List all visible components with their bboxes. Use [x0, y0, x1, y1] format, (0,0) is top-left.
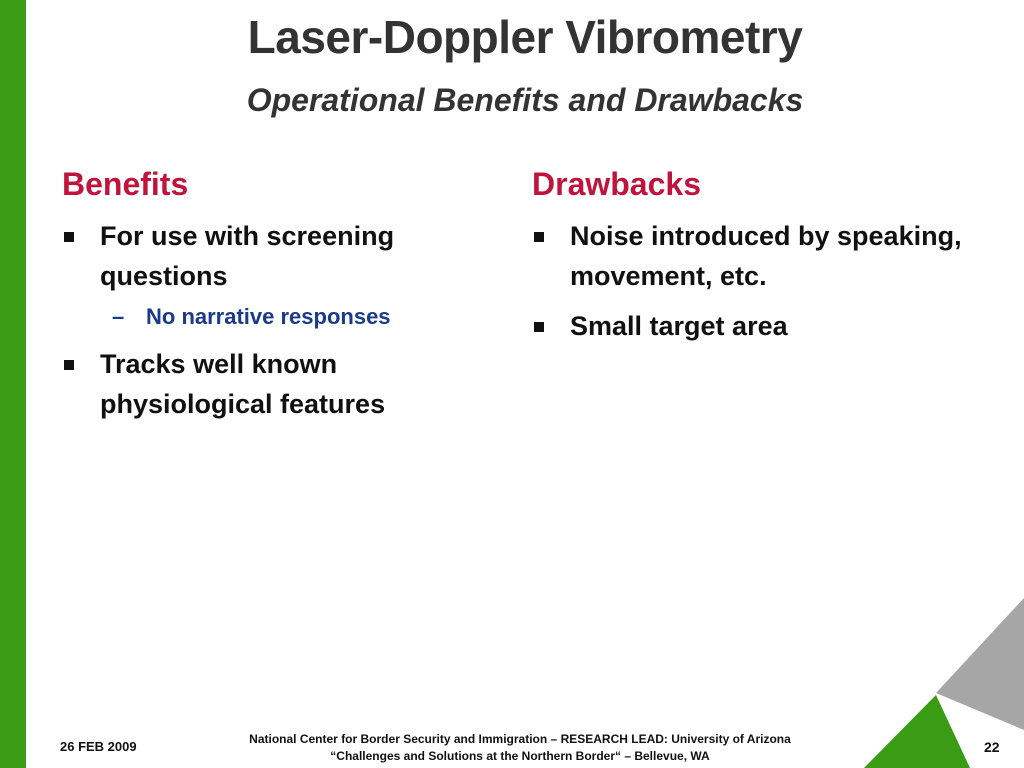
- footer-credits: [180, 731, 860, 765]
- gray-triangle-shape: [936, 598, 1024, 730]
- benefit-bullet-2: [62, 344, 482, 424]
- footer-date: 26 FEB 2009: [60, 739, 137, 754]
- benefits-column: [62, 164, 482, 434]
- benefit-bullet-1: [62, 216, 482, 296]
- bullet-square-icon: [534, 232, 544, 242]
- benefit-bullet-text: For use with screening questions: [100, 221, 395, 291]
- drawback-bullet-2: [532, 306, 982, 346]
- dash-icon: –: [112, 304, 125, 329]
- drawback-bullet-text: Small target area: [570, 311, 788, 341]
- drawbacks-heading: Drawbacks: [532, 166, 701, 202]
- bullet-square-icon: [64, 360, 74, 370]
- benefit-sub-bullet: [62, 302, 482, 332]
- benefit-bullet-text: Tracks well known physiological features: [100, 349, 386, 419]
- slide-title: Laser-Doppler Vibrometry: [247, 11, 803, 63]
- bullet-square-icon: [64, 232, 74, 242]
- left-accent-bar: [0, 0, 26, 768]
- benefits-heading: Benefits: [62, 166, 189, 202]
- footer-line-1: National Center for Border Security and Immigration – RESEARCH LEAD: University of Arizona: [249, 732, 791, 746]
- drawbacks-column: [532, 164, 982, 356]
- bullet-square-icon: [534, 322, 544, 332]
- drawback-bullet-text: Noise introduced by speaking, movement, etc.: [570, 221, 962, 291]
- benefit-sub-bullet-text: No narrative responses: [146, 304, 391, 329]
- drawback-bullet-1: [532, 216, 982, 296]
- footer-line-2: “Challenges and Solutions at the Northern Border“ – Bellevue, WA: [330, 749, 710, 763]
- page-number: 22: [984, 739, 1000, 755]
- slide-subtitle: Operational Benefits and Drawbacks: [246, 82, 804, 118]
- green-triangle-shape: [864, 695, 970, 768]
